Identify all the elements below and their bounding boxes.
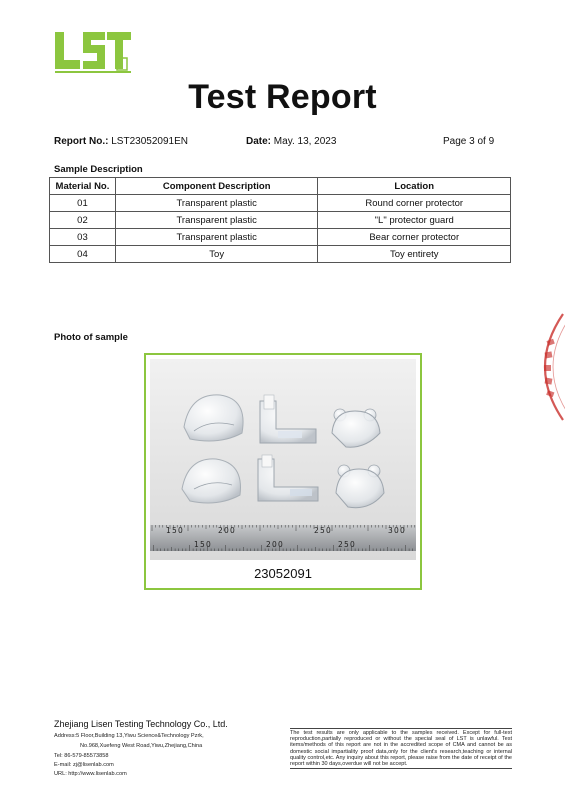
table-cell: Round corner protector	[318, 195, 511, 212]
footer-address: Address:5 Floor,Building 13,Yiwu Science&Technology Pzrk,	[54, 733, 204, 739]
table-cell: 03	[50, 229, 116, 246]
ruler-icon	[150, 525, 416, 551]
page-number: Page 3 of 9	[443, 136, 495, 147]
report-date: Date: May. 13, 2023	[246, 136, 337, 147]
svg-text:200: 200	[266, 540, 284, 549]
report-number: Report No.: LST23052091EN	[54, 136, 188, 147]
table-header-row	[50, 178, 511, 195]
table-row	[50, 229, 511, 246]
column-header: Component Description	[115, 178, 318, 195]
table-cell: Transparent plastic	[115, 229, 318, 246]
table-cell: Transparent plastic	[115, 195, 318, 212]
table-cell: Toy	[115, 246, 318, 263]
photo-caption: 23052091	[254, 566, 312, 581]
company-seal-icon	[533, 312, 565, 422]
table-row	[50, 195, 511, 212]
report-title: Test Report	[188, 78, 377, 116]
table-cell: 04	[50, 246, 116, 263]
sample-description-heading: Sample Description	[54, 164, 143, 175]
svg-text:250: 250	[314, 526, 332, 535]
footer-email: E-mail: zj@lisenlab.com	[54, 762, 114, 768]
table-cell: 02	[50, 212, 116, 229]
table-cell: Toy entirety	[318, 246, 511, 263]
table-row	[50, 212, 511, 229]
table-cell: Bear corner protector	[318, 229, 511, 246]
lst-logo	[53, 28, 133, 76]
footer-url: URL: http://www.lisenlab.com	[54, 771, 127, 777]
sample-description-table	[49, 177, 511, 263]
footer-disclaimer: The test results are only applicable to the samples received. Except for full-text reproduction,partially reproduced or without the special seal of LST is unlawful. Test items/methods of this report are not in the accredited scope of CMA and cannot be as domestic social impartiality proof data,only for the client's research,teaching or internal quality control,etc. Any inquiry about this report, please raise from the date of receipt of the report within 30 days,overdue will not be accept.	[290, 728, 512, 769]
table-cell: 01	[50, 195, 116, 212]
column-header: Location	[318, 178, 511, 195]
svg-text:250: 250	[338, 540, 356, 549]
sample-photo-frame	[144, 353, 422, 590]
column-header: Material No.	[50, 178, 116, 195]
table-cell: "L" protector guard	[318, 212, 511, 229]
photo-heading: Photo of sample	[54, 332, 128, 343]
svg-text:300: 300	[388, 526, 406, 535]
svg-text:150: 150	[166, 526, 184, 535]
footer-company-name: Zhejiang Lisen Testing Technology Co., Ltd.	[54, 719, 228, 729]
svg-text:200: 200	[218, 526, 236, 535]
footer-tel: Tel: 86-579-85573858	[54, 753, 109, 759]
table-row	[50, 246, 511, 263]
table-cell: Transparent plastic	[115, 212, 318, 229]
footer-address-line2: No.968,Xuefeng West Road,Yiwu,Zhejiang,China	[80, 743, 203, 749]
sample-photo	[150, 359, 416, 560]
svg-text:150: 150	[194, 540, 212, 549]
